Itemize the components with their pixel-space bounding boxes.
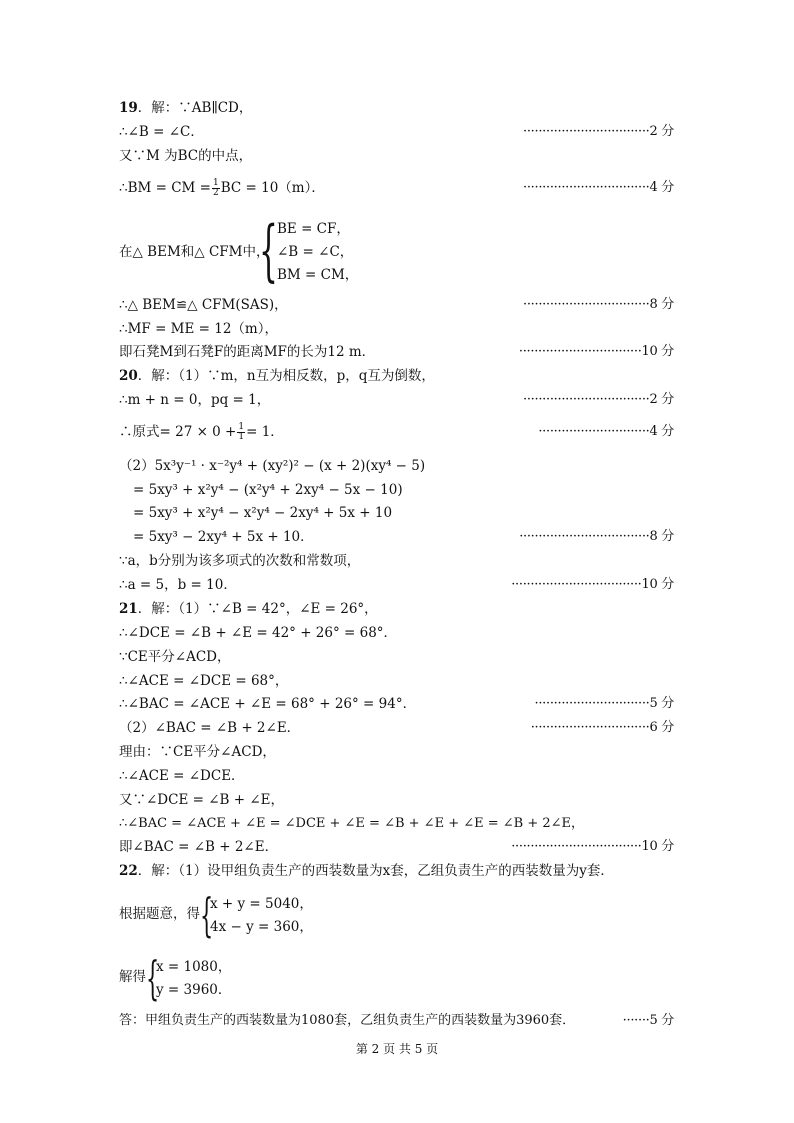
q19-line-1 [119,99,252,117]
q20-line-7: = 5xy³ − 2xy⁴ + 5x + 10． [133,529,314,545]
q22-system-1: x + y = 5040， [210,896,313,912]
q21-line-5: ∴∠BAC = ∠ACE + ∠E = 68° + 26° = 94°． [119,696,417,712]
q21-text-1: ．解：（1）∵∠B = 42°，∠E = 26°， [137,601,378,617]
q20-line-6: = 5xy³ + x²y⁴ − x²y⁴ − 2xy⁴ + 5x + 10 [133,505,393,521]
q21-score-5: ······························5 分 [534,696,674,711]
q19-score-10: ································10 分 [518,344,674,359]
q22-solution-intro: 解得 [119,969,146,985]
q19-text-4b: BC = 10（m）． [220,180,325,196]
q20-score-2: ·································2 分 [523,392,674,407]
q19-line-5: ∴△ BEM≌△ CFM(SAS)， [119,297,288,313]
q19-brace: { [259,212,278,289]
q21-line-10: ∴∠BAC = ∠ACE + ∠E = ∠DCE + ∠E = ∠B + ∠E + ∠E = ∠B + 2∠E， [119,816,585,831]
q19-line-4 [119,179,325,198]
q22-number: 22 [119,863,138,879]
q20-frac-num: 1 [238,422,245,432]
q20-line-2: ∴m + n = 0，pq = 1， [119,392,271,408]
q19-system-3: BM = CM， [277,267,359,283]
q21-line-4: ∴∠ACE = ∠DCE = 68°， [119,673,289,689]
q20-text-3a: ∴原式= 27 × 0 + [119,424,237,440]
q20-line-4: （2）5x³y⁻¹ · x⁻²y⁴ + (xy²)² − (x + 2)(xy⁴ − 5) [119,458,426,474]
q22-solution-1: x = 1080， [156,959,232,975]
q21-line-3: ∵CE平分∠ACD， [119,649,231,665]
q19-text-4a: ∴BM = CM = [119,180,211,196]
q21-number: 21 [119,601,138,617]
q21-line-8: ∴∠ACE = ∠DCE． [119,768,245,784]
q19-line-2: ∴∠B = ∠C． [119,124,204,140]
q22-text-1: ．解：（1）设甲组负责生产的西装数量为x套，乙组负责生产的西装数量为y套． [137,863,614,879]
q19-system-intro: 在△ BEM和△ CFM中， [119,244,270,260]
q20-number: 20 [119,368,138,384]
q21-line-1 [119,600,378,618]
page-footer: 第 2 页 共 5 页 [355,1042,439,1056]
q20-text-3b: = 1． [246,424,284,440]
q21-line-2: ∴∠DCE = ∠B + ∠E = 42° + 26° = 68°． [119,625,398,641]
q21-line-9: 又∵∠DCE = ∠B + ∠E， [119,792,285,808]
q19-fraction [212,179,220,198]
q19-number: 19 [119,100,138,116]
q19-system-2: ∠B = ∠C， [277,244,354,260]
q22-brace-2: { [146,951,160,1005]
q21-score-10: ··································10 分 [511,839,674,854]
q22-score-5: ·······5 分 [622,1013,674,1028]
q19-text-1: ．解：∵AB∥CD， [137,100,253,116]
q19-frac-num: 1 [212,178,219,188]
q20-frac-den: 1 [238,432,245,442]
q22-brace-1: { [200,888,214,942]
q19-frac-den: 2 [212,188,219,198]
q20-line-8: ∵a，b分别为该多项式的次数和常数项， [119,553,361,569]
q22-line-1 [119,862,614,880]
q20-line-5: = 5xy³ + x²y⁴ − (x²y⁴ + 2xy⁴ − 5x − 10) [133,482,403,498]
q19-score-4: ·································4 分 [523,180,674,195]
q19-score-2: ·································2 分 [523,124,674,139]
q22-system-2: 4x − y = 360， [210,919,313,935]
q19-line-6: ∴MF = ME = 12（m）， [119,321,278,337]
q20-line-3 [119,423,284,442]
q20-score-10: ··································10 分 [511,577,674,592]
q21-line-7: 理由：∵CE平分∠ACD， [119,744,276,760]
q22-system-intro: 根据题意，得 [119,906,200,922]
q20-line-1 [119,367,435,385]
q19-line-7: 即石凳M到石凳F的距离MF的长为12 m． [119,344,376,360]
q20-text-1: ．解：（1）∵m，n互为相反数，p，q互为倒数， [137,368,435,384]
q19-score-8: ·································8 分 [523,297,674,312]
q22-answer: 答：甲组负责生产的西装数量为1080套，乙组负责生产的西装数量为3960套． [119,1013,576,1028]
q20-fraction [237,423,245,442]
q19-system-1: BE = CF， [277,221,350,237]
q21-line-6: （2）∠BAC = ∠B + 2∠E． [119,720,301,736]
q21-score-6: ·······························6 分 [530,720,674,735]
q21-line-11: 即∠BAC = ∠B + 2∠E． [119,839,279,855]
q22-solution-2: y = 3960． [156,982,232,998]
q20-score-4: ·····························4 分 [538,424,674,439]
q20-score-8: ··································8 分 [519,529,674,544]
q20-line-9: ∴a = 5，b = 10． [119,577,237,593]
q19-line-3: 又∵M 为BC的中点， [119,148,253,164]
